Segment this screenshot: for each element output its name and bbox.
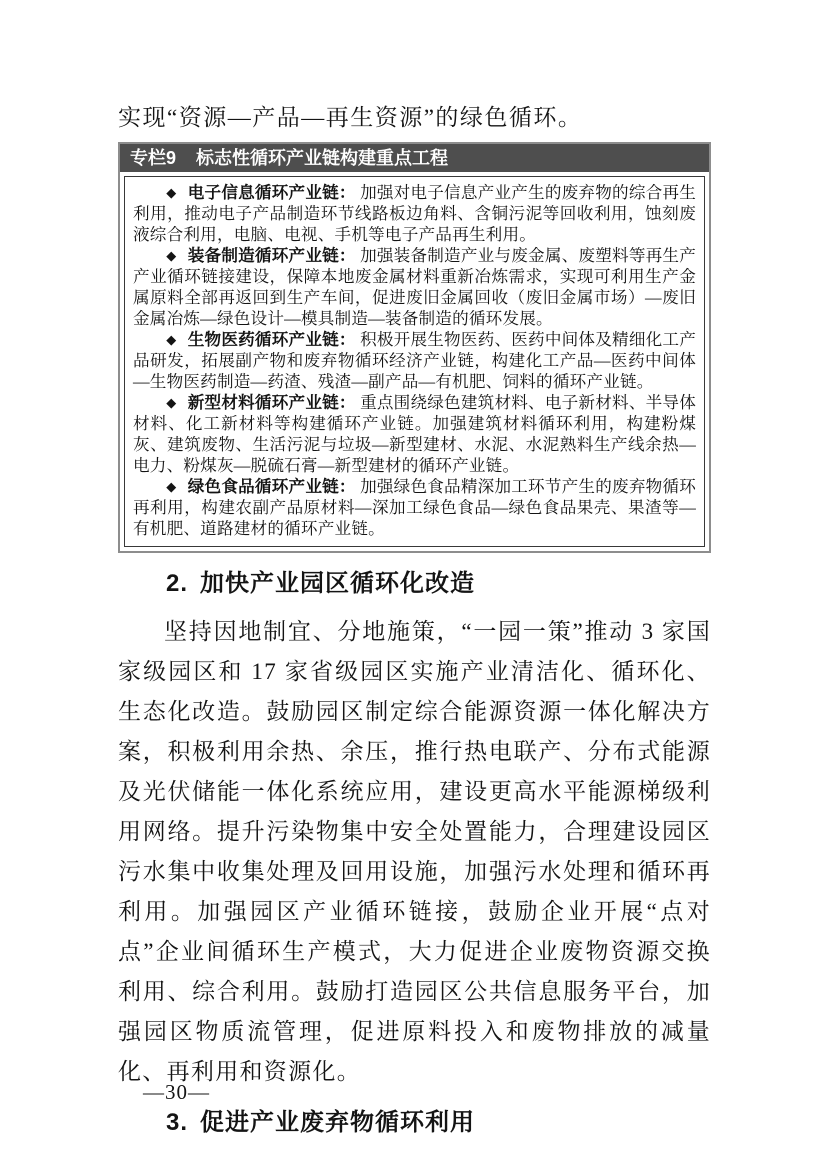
box-item-text: 加强绿色食品精深加工环节产生的废弃物循环再利用，构建农副产品原材料—深加工绿色食品—绿色食品果壳、果渣等—有机肥、道路建材的循环产业链。 [133,477,696,538]
diamond-bullet-icon: ◆ [166,248,177,263]
box-item-text: 积极开展生物医药、医药中间体及精细化工产品研发，拓展副产物和废弃物循环经济产业链，构建化工产品—医药中间体—生物医药制造—药渣、残渣—副产品—有机肥、饲料的循环产业链。 [133,330,696,391]
page-number: —30— [143,1080,210,1104]
diamond-bullet-icon: ◆ [166,332,177,347]
box-item-label: 绿色食品循环产业链： [187,477,356,496]
box-item-text: 重点围绕绿色建筑材料、电子新材料、半导体材料、化工新材料等构建循环产业链。加强建筑材料循环利用，构建粉煤灰、建筑废物、生活污泥与垃圾—新型建材、水泥、水泥熟料生产线余热—电力、粉煤灰—脱硫石膏—新型建材的循环产业链。 [133,393,696,475]
diamond-bullet-icon: ◆ [166,479,177,494]
box-item-label: 装备制造循环产业链： [187,246,356,265]
box-item-new-materials [133,392,696,476]
section-heading-2 [166,569,711,599]
box-item-label: 生物医药循环产业链： [187,330,356,349]
section-title: 促进产业废弃物循环利用 [200,1109,476,1136]
section-2-paragraph: 坚持因地制宜、分地施策，“一园一策”推动 3 家国家级园区和 17 家省级园区实施产业清洁化、循环化、生态化改造。鼓励园区制定综合能源资源一体化解决方案，积极利用余热、余压，推行热电联产、分布式能源及光伏储能一体化系统应用，建设更高水平能源梯级利用网络。提升污染物集中安全处置能力，合理建设园区污水集中收集处理及回用设施，加强污水处理和循环再利用。加强园区产业循环链接，鼓励企业开展“点对点”企业间循环生产模式，大力促进企业废物资源交换利用、综合利用。鼓励打造园区公共信息服务平台，加强园区物质流管理，促进原料投入和废物排放的减量化、再利用和资源化。 [118,619,711,1084]
feature-box [118,142,711,553]
feature-box-label: 专栏9 [130,148,177,168]
section-number: 3. [166,1109,189,1136]
box-item-equipment [133,245,696,329]
box-item-label: 新型材料循环产业链： [187,393,356,412]
box-item-text: 加强装备制造产业与废金属、废塑料等再生产产业循环链接建设，保障本地废金属材料重新冶炼需求，实现可利用生产金属原料全部再返回到生产车间，促进废旧金属回收（废旧金属市场）—废旧金属冶炼—绿色设计—模具制造—装备制造的循环发展。 [133,246,696,328]
section-number: 2. [166,570,189,597]
intro-paragraph: 实现“资源—产品—再生资源”的绿色循环。 [118,105,583,130]
feature-box-header [120,144,709,172]
feature-box-title: 标志性循环产业链构建重点工程 [196,148,449,168]
box-item-text: 加强对电子信息产业产生的废弃物的综合再生利用，推动电子产品制造环节线路板边角料、含铜污泥等回收利用，蚀刻废液综合利用，电脑、电视、手机等电子产品再生利用。 [133,183,696,244]
section-heading-3 [166,1108,711,1138]
box-item-biomedicine [133,329,696,392]
diamond-bullet-icon: ◆ [166,185,177,200]
diamond-bullet-icon: ◆ [166,395,177,410]
box-item-label: 电子信息循环产业链： [187,183,356,202]
section-title: 加快产业园区循环化改造 [200,570,476,597]
box-item-electronics [133,182,696,245]
box-item-green-food [133,476,696,539]
feature-box-body [124,176,705,547]
document-content [118,102,711,1151]
